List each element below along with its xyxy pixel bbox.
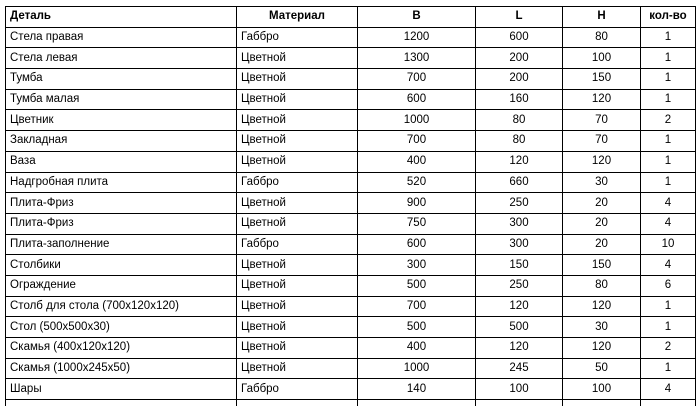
cell-detail[interactable]: Ваза [6,151,237,172]
table-row [6,89,696,110]
cell-b[interactable]: 700 [358,69,476,90]
table-row [6,296,696,317]
table-row [6,317,696,338]
cell-material[interactable]: Габбро [237,379,358,400]
cell-l[interactable]: 100 [476,379,563,400]
cell-material[interactable]: Цветной [237,69,358,90]
cell-quantity[interactable]: 1 [641,151,696,172]
cell-l[interactable]: 150 [476,255,563,276]
cell-detail[interactable]: Закладная [6,131,237,152]
cell-b[interactable]: 520 [358,172,476,193]
cell-quantity[interactable]: 6 [641,275,696,296]
cell-b[interactable]: 300 [358,255,476,276]
cell-b[interactable]: 140 [358,379,476,400]
table-row [6,193,696,214]
table-row [6,151,696,172]
cell-quantity[interactable]: 2 [641,338,696,359]
cell-l[interactable]: 120 [476,151,563,172]
cell-b[interactable]: 500 [358,317,476,338]
cell-b[interactable]: 1000 [358,358,476,379]
cell-b[interactable]: 400 [358,338,476,359]
cell-detail[interactable]: Плита-Фриз [6,213,237,234]
cell-material[interactable]: Цветной [237,255,358,276]
cell-detail[interactable]: Стол (500x500x30) [6,317,237,338]
cell-h[interactable]: 100 [563,48,641,69]
cell-material[interactable]: Цветной [237,358,358,379]
cell-l[interactable]: 250 [476,275,563,296]
cell-quantity[interactable]: 4 [641,193,696,214]
cell-detail[interactable]: Цветник [6,110,237,131]
cell-h[interactable]: 150 [563,69,641,90]
table-row [6,338,696,359]
table-row [6,234,696,255]
cell-material[interactable]: Габбро [237,234,358,255]
cell-quantity[interactable]: 2 [641,110,696,131]
cell-material[interactable]: Цветной [237,296,358,317]
cell-l[interactable]: 200 [476,69,563,90]
table-row [6,275,696,296]
cell-b[interactable]: 400 [358,151,476,172]
cell-b[interactable]: 600 [358,234,476,255]
cell-h[interactable]: 150 [563,255,641,276]
cell-l[interactable]: 300 [476,234,563,255]
table-row [6,255,696,276]
empty-cell[interactable] [563,400,641,406]
cell-material[interactable]: Цветной [237,213,358,234]
spreadsheet [5,6,696,406]
cell-b[interactable]: 750 [358,213,476,234]
header-b[interactable]: B [358,7,476,28]
cell-material[interactable]: Цветной [237,110,358,131]
cell-quantity[interactable]: 10 [641,234,696,255]
cell-l[interactable]: 600 [476,27,563,48]
cell-h[interactable]: 120 [563,151,641,172]
cell-detail[interactable]: Стела левая [6,48,237,69]
cell-material[interactable]: Цветной [237,89,358,110]
cell-material[interactable]: Цветной [237,131,358,152]
cell-h[interactable]: 70 [563,131,641,152]
table-row [6,69,696,90]
cell-l[interactable]: 660 [476,172,563,193]
cell-l[interactable]: 250 [476,193,563,214]
empty-cell[interactable] [641,400,696,406]
table-row [6,358,696,379]
header-detail[interactable]: Деталь [6,7,237,28]
cell-l[interactable]: 300 [476,213,563,234]
cell-h[interactable]: 120 [563,296,641,317]
empty-cell[interactable] [358,400,476,406]
cell-l[interactable]: 160 [476,89,563,110]
cell-b[interactable]: 500 [358,275,476,296]
cell-h[interactable]: 120 [563,89,641,110]
cell-b[interactable]: 1200 [358,27,476,48]
cell-detail[interactable]: Ограждение [6,275,237,296]
table-row [6,110,696,131]
table-row [6,48,696,69]
cell-l[interactable]: 80 [476,131,563,152]
cell-b[interactable]: 1300 [358,48,476,69]
cell-h[interactable]: 80 [563,27,641,48]
parts-table [5,6,696,406]
cell-material[interactable]: Цветной [237,317,358,338]
cell-h[interactable]: 30 [563,172,641,193]
cell-material[interactable]: Габбро [237,172,358,193]
cell-quantity[interactable]: 4 [641,255,696,276]
cell-detail[interactable]: Надгробная плита [6,172,237,193]
cell-h[interactable]: 50 [563,358,641,379]
cell-b[interactable]: 600 [358,89,476,110]
cell-quantity[interactable]: 1 [641,317,696,338]
cell-b[interactable]: 700 [358,131,476,152]
cell-h[interactable]: 80 [563,275,641,296]
cell-material[interactable]: Цветной [237,48,358,69]
cell-detail[interactable]: Тумба малая [6,89,237,110]
cell-detail[interactable]: Шары [6,379,237,400]
cell-h[interactable]: 100 [563,379,641,400]
table-row [6,213,696,234]
header-quantity[interactable]: кол-во [641,7,696,28]
header-l[interactable]: L [476,7,563,28]
cell-h[interactable]: 70 [563,110,641,131]
cell-detail[interactable]: Скамья (400x120x120) [6,338,237,359]
cell-l[interactable]: 500 [476,317,563,338]
cell-material[interactable]: Цветной [237,151,358,172]
cell-detail[interactable]: Стела правая [6,27,237,48]
cell-h[interactable]: 120 [563,338,641,359]
cell-detail[interactable]: Плита-заполнение [6,234,237,255]
cell-b[interactable]: 900 [358,193,476,214]
table-row [6,131,696,152]
cell-quantity[interactable]: 4 [641,379,696,400]
cell-h[interactable]: 30 [563,317,641,338]
cell-material[interactable]: Габбро [237,27,358,48]
cell-quantity[interactable]: 1 [641,69,696,90]
cell-quantity[interactable]: 1 [641,48,696,69]
table-body [6,27,696,406]
cell-l[interactable]: 245 [476,358,563,379]
cell-quantity[interactable]: 4 [641,213,696,234]
table-row-partial [6,400,696,406]
table-row [6,172,696,193]
cell-quantity[interactable]: 1 [641,89,696,110]
table-row [6,27,696,48]
cell-quantity[interactable]: 1 [641,358,696,379]
cell-material[interactable]: Цветной [237,275,358,296]
header-row [6,7,696,28]
cell-l[interactable]: 120 [476,296,563,317]
cell-material[interactable]: Цветной [237,193,358,214]
cell-detail[interactable]: Столбики [6,255,237,276]
cell-h[interactable]: 20 [563,213,641,234]
cell-quantity[interactable]: 1 [641,27,696,48]
cell-detail[interactable]: Плита-Фриз [6,193,237,214]
cell-detail[interactable]: Скамья (1000x245x50) [6,358,237,379]
empty-cell[interactable] [476,400,563,406]
cell-l[interactable]: 80 [476,110,563,131]
cell-detail[interactable]: Столб для стола (700x120x120) [6,296,237,317]
cell-l[interactable]: 120 [476,338,563,359]
cell-quantity[interactable]: 1 [641,296,696,317]
cell-quantity[interactable]: 1 [641,131,696,152]
cell-b[interactable]: 700 [358,296,476,317]
header-material[interactable]: Материал [237,7,358,28]
header-h[interactable]: H [563,7,641,28]
cell-quantity[interactable]: 1 [641,172,696,193]
cell-material[interactable]: Цветной [237,338,358,359]
table-row [6,379,696,400]
empty-cell[interactable] [6,400,237,406]
cell-l[interactable]: 200 [476,48,563,69]
cell-b[interactable]: 1000 [358,110,476,131]
empty-cell[interactable] [237,400,358,406]
cell-h[interactable]: 20 [563,193,641,214]
cell-detail[interactable]: Тумба [6,69,237,90]
cell-h[interactable]: 20 [563,234,641,255]
